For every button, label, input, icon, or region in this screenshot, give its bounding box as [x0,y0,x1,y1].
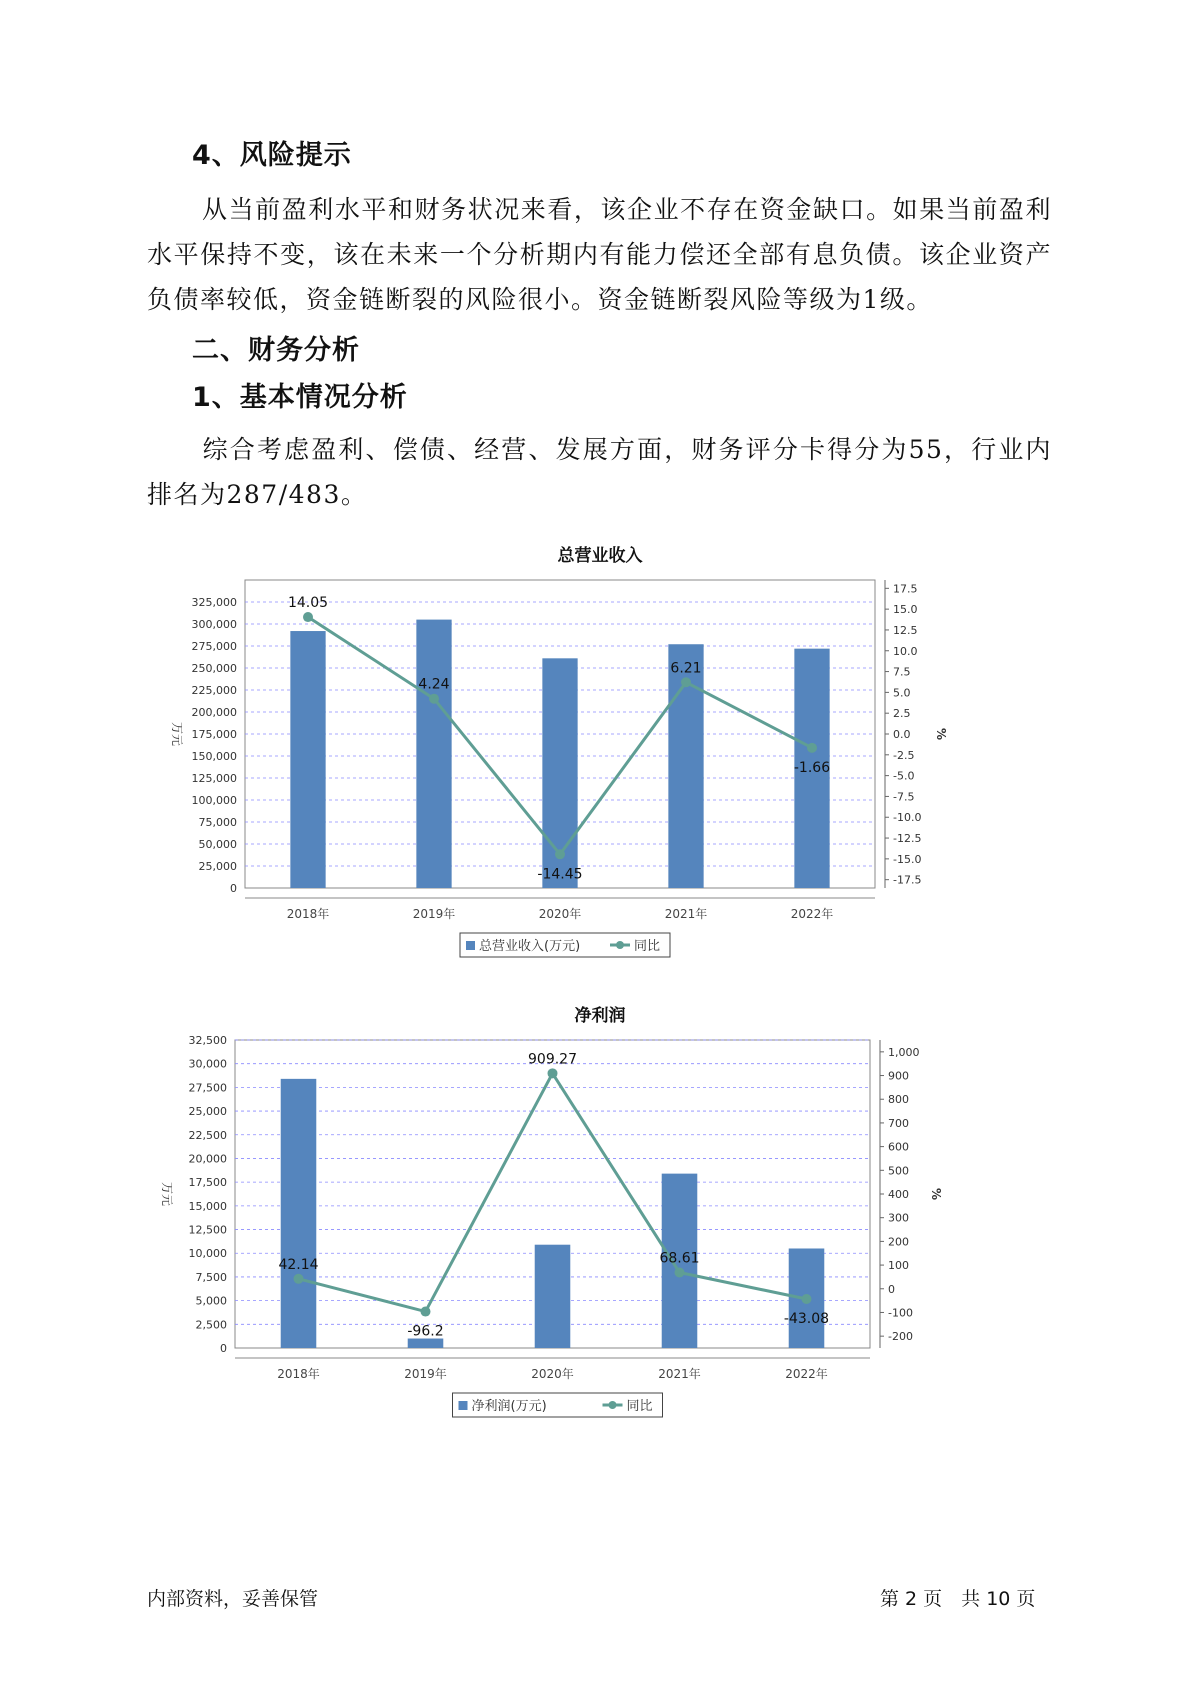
line-point [802,1294,812,1304]
y-tick-label: 2,500 [195,1318,227,1332]
point-label: -96.2 [407,1323,444,1340]
y2-tick-label: 200 [888,1235,909,1249]
x-tick-label: 2018年 [286,907,330,921]
y2-tick-label: 17.5 [893,582,918,596]
y-tick-label: 7,500 [195,1270,227,1284]
y2-tick-label: -7.5 [893,790,915,804]
finance-heading: 二、财务分析 [192,335,360,366]
profit-chart [150,1030,1050,1495]
point-label: 909.27 [528,1051,577,1068]
x-tick-label: 2019年 [404,1367,447,1381]
y2-tick-label: 10.0 [893,644,918,658]
y-tick-label: 12,500 [188,1223,227,1237]
basic-text: 综合考虑盈利、偿债、经营、发展方面，财务评分卡得分为55，行业内排名为287/483。 [147,435,1052,509]
legend-bar-label: 总营业收入(万元) [479,939,581,954]
y2-tick-label: 12.5 [893,623,918,637]
line-point [548,1068,558,1078]
y2-tick-label: -10.0 [893,811,922,825]
y2-tick-label: -17.5 [893,873,922,887]
line-point [303,612,313,622]
y2-tick-label: 2.5 [893,707,911,721]
point-label: 14.05 [287,595,329,612]
y-tick-label: 0 [220,1342,227,1355]
y-tick-label: 200,000 [191,706,237,719]
y-tick-label: 22,500 [188,1128,227,1142]
y-tick-label: 27,500 [188,1081,227,1095]
y-tick-label: 5,000 [195,1294,227,1308]
legend-line-marker [609,1401,617,1409]
x-tick-label: 2020年 [538,907,582,921]
bar [535,1245,571,1348]
risk-heading: 4、风险提示 [192,140,352,171]
y2-tick-label: 7.5 [893,665,911,679]
profit-chart-title: 净利润 [574,1006,626,1026]
y-tick-label: 15,000 [188,1199,227,1213]
risk-text: 从当前盈利水平和财务状况来看，该企业不存在资金缺口。如果当前盈利水平保持不变，该在未来一个分析期内有能力偿还全部有息负债。该企业资产负债率较低，资金链断裂的风险很小。资金链断裂风险等级为1级。 [147,195,1052,314]
bar [408,1339,444,1348]
y-tick-label: 175,000 [191,728,237,741]
y-tick-label: 275,000 [191,640,237,653]
y2-tick-label: 400 [888,1188,909,1201]
y-tick-label: 50,000 [198,838,237,851]
x-tick-label: 2021年 [664,907,708,921]
legend-bar-swatch [466,941,475,950]
bar [281,1079,317,1348]
legend-line-label: 同比 [634,939,661,954]
y2-tick-label: -200 [888,1330,913,1344]
line-point [555,849,565,859]
risk-paragraph [147,187,1052,322]
x-tick-label: 2021年 [658,1367,701,1381]
y2-tick-label: 900 [888,1069,909,1083]
x-tick-label: 2022年 [785,1367,828,1381]
y2-tick-label: -15.0 [893,852,922,866]
y-tick-label: 150,000 [191,750,237,763]
footer-note: 内部资料，妥善保管 [147,1588,319,1610]
y2-axis-label: % [929,1187,943,1201]
point-label: 68.61 [659,1250,700,1267]
line-point [294,1274,304,1284]
y-tick-label: 250,000 [191,662,237,675]
y-tick-label: 0 [230,882,237,895]
y-tick-label: 325,000 [191,596,237,609]
revenue-chart-title: 总营业收入 [557,546,643,566]
x-tick-label: 2019年 [412,907,456,921]
y-tick-label: 25,000 [198,860,237,873]
y2-tick-label: 600 [888,1140,909,1154]
bar [416,620,451,888]
x-tick-label: 2022年 [790,907,834,921]
y2-tick-label: 500 [888,1164,909,1178]
line-point [429,694,439,704]
legend-bar-swatch [459,1401,468,1410]
point-label: 42.14 [278,1256,319,1273]
point-label: -43.08 [783,1310,830,1327]
point-label: 6.21 [670,660,702,677]
y-tick-label: 20,000 [188,1152,227,1166]
y2-tick-label: 0 [888,1282,895,1296]
y-tick-label: 10,000 [188,1247,227,1261]
y2-axis-label: % [934,727,948,741]
y-tick-label: 225,000 [191,684,237,697]
y2-tick-label: 800 [888,1093,909,1107]
y-tick-label: 300,000 [191,618,237,631]
y2-tick-label: 700 [888,1116,909,1130]
y2-tick-label: 1,000 [888,1045,920,1059]
line-point [681,677,691,687]
y-tick-label: 100,000 [191,794,237,807]
revenue-chart [150,570,1050,1035]
y2-tick-label: -12.5 [893,832,922,846]
legend-line-label: 同比 [626,1399,653,1414]
basic-paragraph [147,427,1052,517]
point-label: -1.66 [793,759,831,776]
y2-tick-label: 100 [888,1259,909,1273]
y2-tick-label: 0.0 [893,728,911,741]
y2-tick-label: 300 [888,1211,909,1225]
y2-tick-label: -2.5 [893,748,915,762]
line-point [675,1268,685,1278]
y-tick-label: 75,000 [198,816,237,829]
y2-tick-label: -5.0 [893,769,915,783]
y-axis-label: 万元 [170,721,184,747]
legend-line-marker [616,941,624,949]
line-point [807,743,817,753]
y2-tick-label: -100 [888,1306,913,1320]
y-tick-label: 30,000 [188,1057,227,1071]
y-tick-label: 25,000 [188,1105,227,1119]
y2-tick-label: 5.0 [893,686,911,700]
x-tick-label: 2018年 [277,1367,320,1381]
page-number: 第 2 页 共 10 页 [880,1588,1036,1610]
y-tick-label: 17,500 [188,1176,227,1190]
y2-tick-label: 15.0 [893,603,918,617]
basic-heading: 1、基本情况分析 [192,382,408,413]
point-label: 4.24 [418,676,450,693]
line-point [421,1307,431,1317]
y-tick-label: 125,000 [191,772,237,785]
legend-bar-label: 净利润(万元) [471,1399,547,1414]
bar [290,631,325,888]
y-tick-label: 32,500 [188,1034,227,1047]
x-tick-label: 2020年 [531,1367,574,1381]
y-axis-label: 万元 [160,1181,174,1207]
point-label: -14.45 [537,866,583,883]
